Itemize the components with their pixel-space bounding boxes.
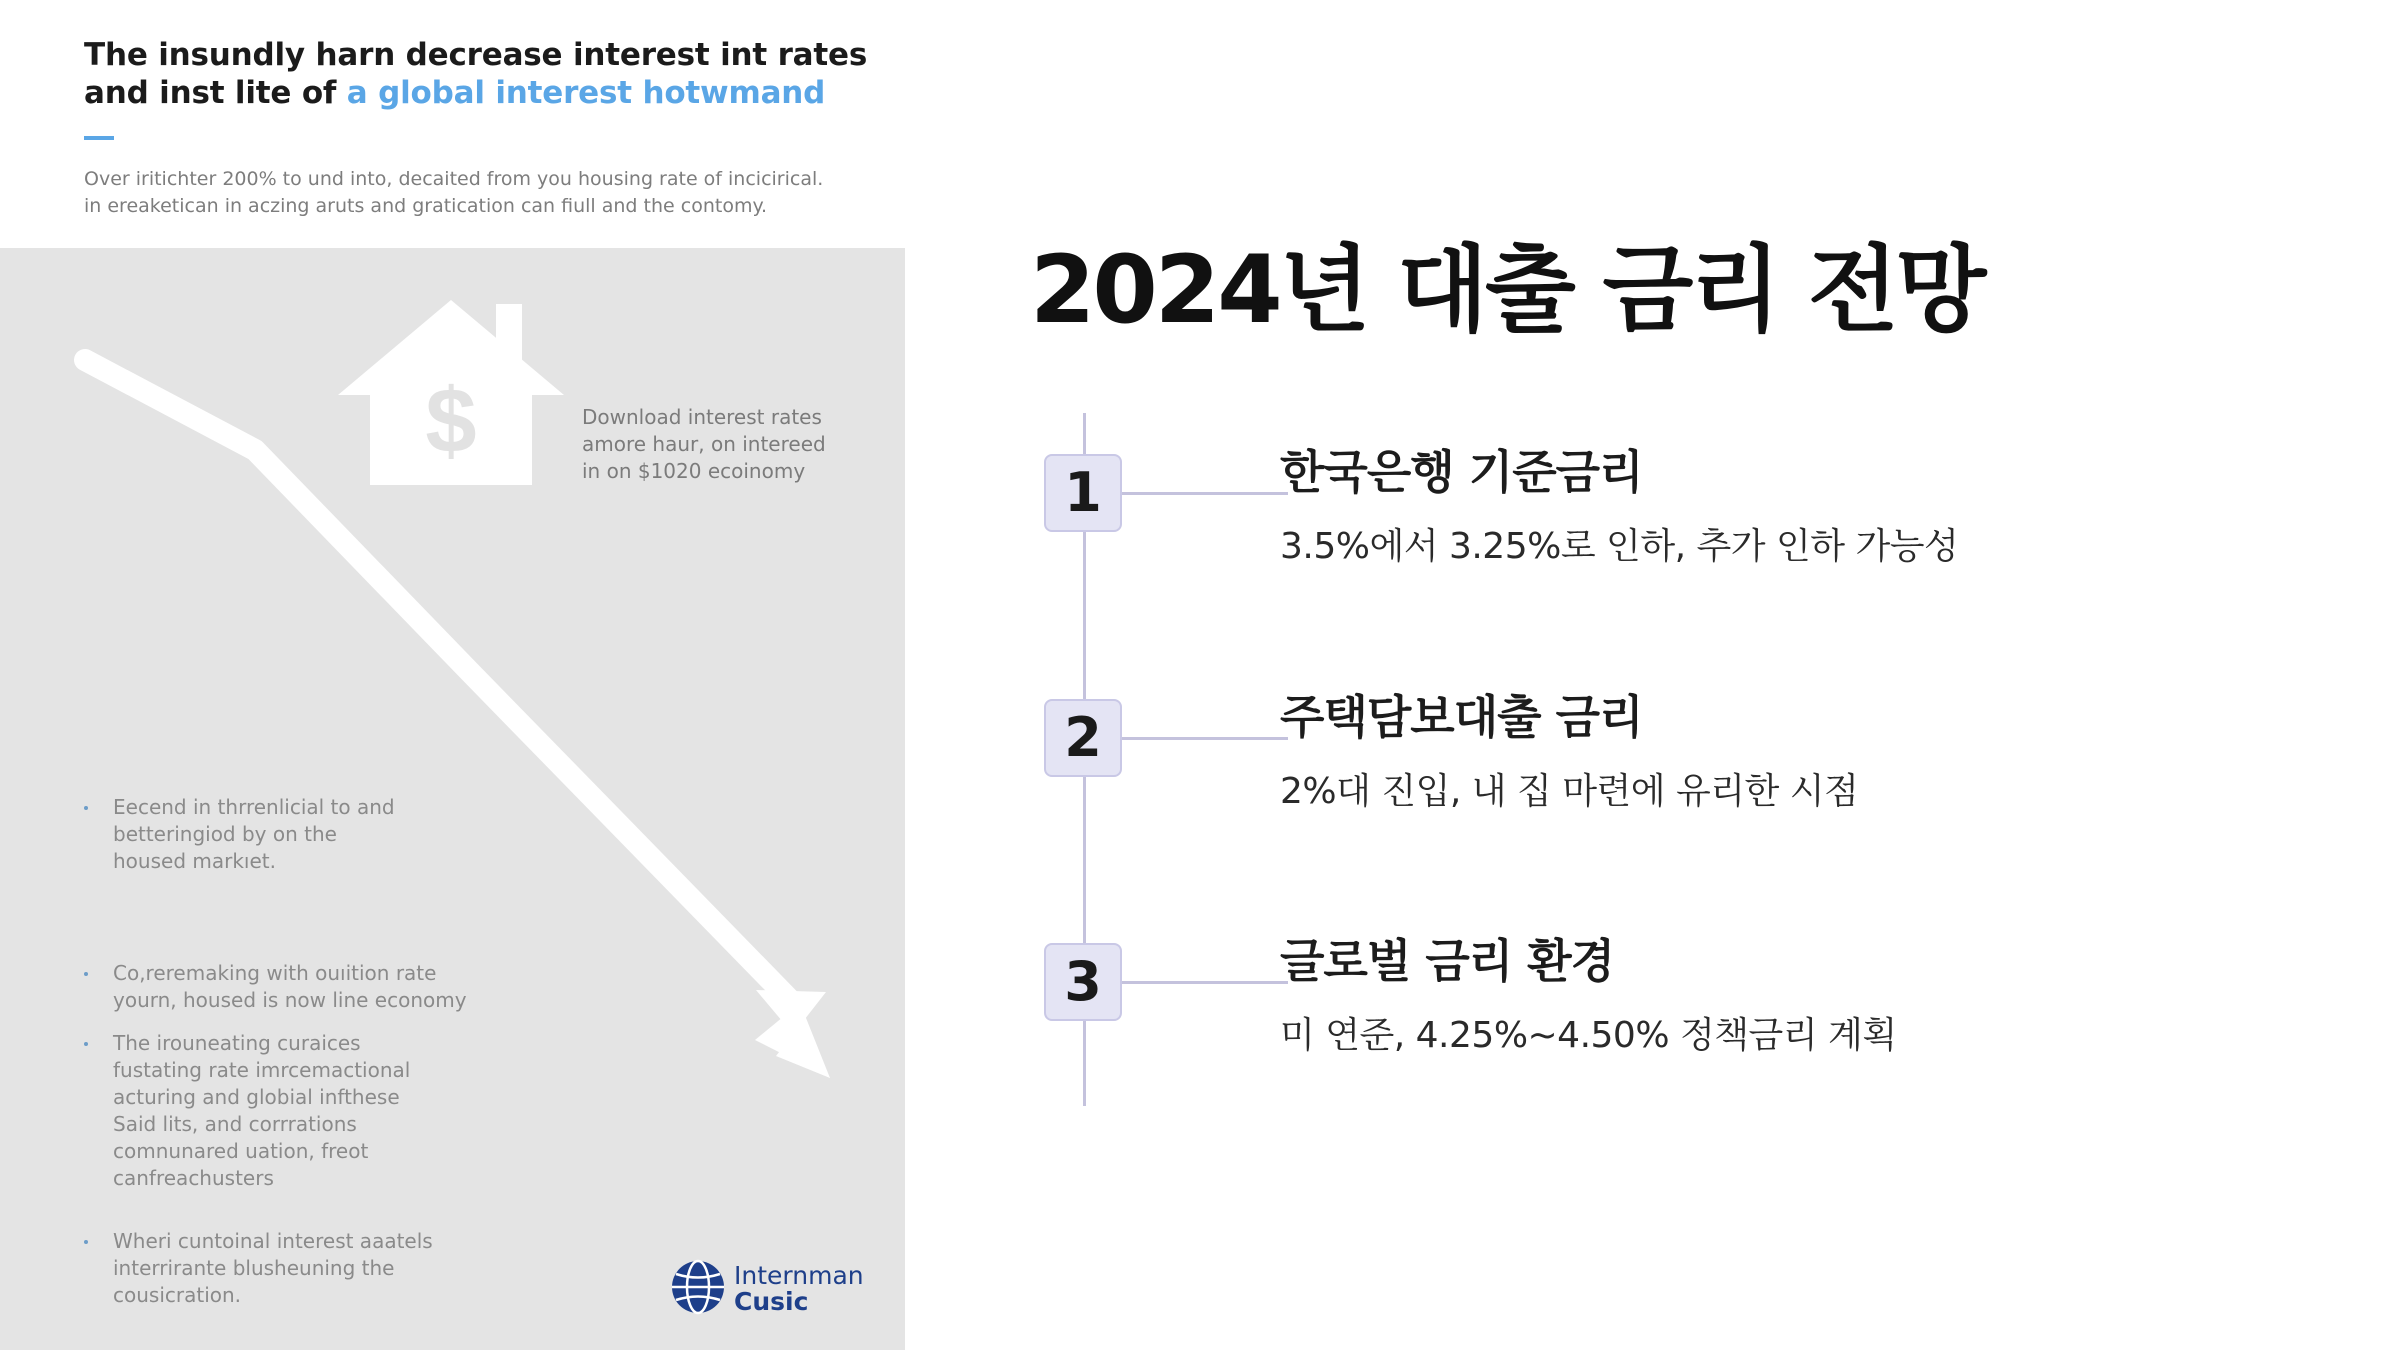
bullet-line: yourn, housed is now line economy [113,988,467,1012]
bullet-line: acturing and globial infthese [113,1085,400,1109]
step-title: 글로벌 금리 환경 [1280,934,1615,988]
bullet-line: betteringiod by on the [113,822,337,846]
step-number-badge: 2 [1044,699,1122,777]
bullet-line: Wheri cuntoinal interest aaatels [113,1229,433,1253]
step-connector [1122,981,1288,984]
bullet-line: The irouneating curaices [113,1031,361,1055]
brand-logo [670,1259,870,1317]
timeline-step-2 [1044,690,2344,839]
slide-title: 2024년 대출 금리 전망 [1030,236,1984,345]
bullet-line: Said lits, and corrrations [113,1112,357,1136]
bullet-dot [84,1240,88,1244]
step-description: 2%대 진입, 내 집 마련에 유리한 시점 [1280,771,1859,812]
bullet-line: interrirante blusheuning the [113,1256,395,1280]
bullet-dot [84,1042,88,1046]
bullet-dot [84,972,88,976]
bullet-line: Co,reremaking with ouıition rate [113,961,437,985]
bullet-line: comnunared uation, freot [113,1139,369,1163]
svg-text:$: $ [425,370,477,472]
infographic-header [0,0,905,248]
step-number-badge: 1 [1044,454,1122,532]
logo-line-1: Internman [734,1261,864,1290]
headline-accent: a global interest hotwmand [346,75,826,111]
infographic-panel [0,248,905,1350]
intro-line-2: in ereaketican in aczing aruts and gratication can fiull and the contomy. [84,195,768,217]
step-description: 3.5%에서 3.25%로 인하, 추가 인하 가능성 [1280,526,1959,567]
infographic-intro [84,166,844,220]
step-title: 주택담보대출 금리 [1280,690,1643,744]
accent-divider [84,136,114,140]
brand-logo-text [734,1263,864,1315]
step-connector [1122,737,1288,740]
timeline-step-1 [1044,445,2344,594]
bullet-line: Eecend in thrrenlicial to and [113,795,395,819]
step-number-badge: 3 [1044,943,1122,1021]
house-caption-line-3: in on $1020 ecoinomy [582,459,806,483]
house-caption [582,404,826,485]
house-dollar-icon [338,300,564,490]
infographic-headline [84,36,867,112]
bullet-line: housed markıet. [113,849,276,873]
step-title: 한국은행 기준금리 [1280,445,1643,499]
headline-line-1: The insundly harn decrease interest int rates [84,37,868,73]
step-connector [1122,492,1288,495]
globe-logo-icon [670,1259,726,1315]
bullet-line: canfreachusters [113,1166,274,1190]
timeline-step-3 [1044,934,2344,1083]
bullet-line: fustating rate imrcemactional [113,1058,411,1082]
step-description: 미 연준, 4.25%~4.50% 정책금리 계획 [1280,1015,1897,1056]
house-caption-line-1: Download interest rates [582,405,822,429]
intro-line-1: Over iritichter 200% to und into, decaited from you housing rate of incicirical. [84,168,824,190]
logo-line-2: Cusic [734,1287,809,1316]
headline-line-2: and inst lite of [84,75,337,111]
house-caption-line-2: amore haur, on intereed [582,432,826,456]
bullet-dot [84,806,88,810]
bullet-line: cousicration. [113,1283,242,1307]
